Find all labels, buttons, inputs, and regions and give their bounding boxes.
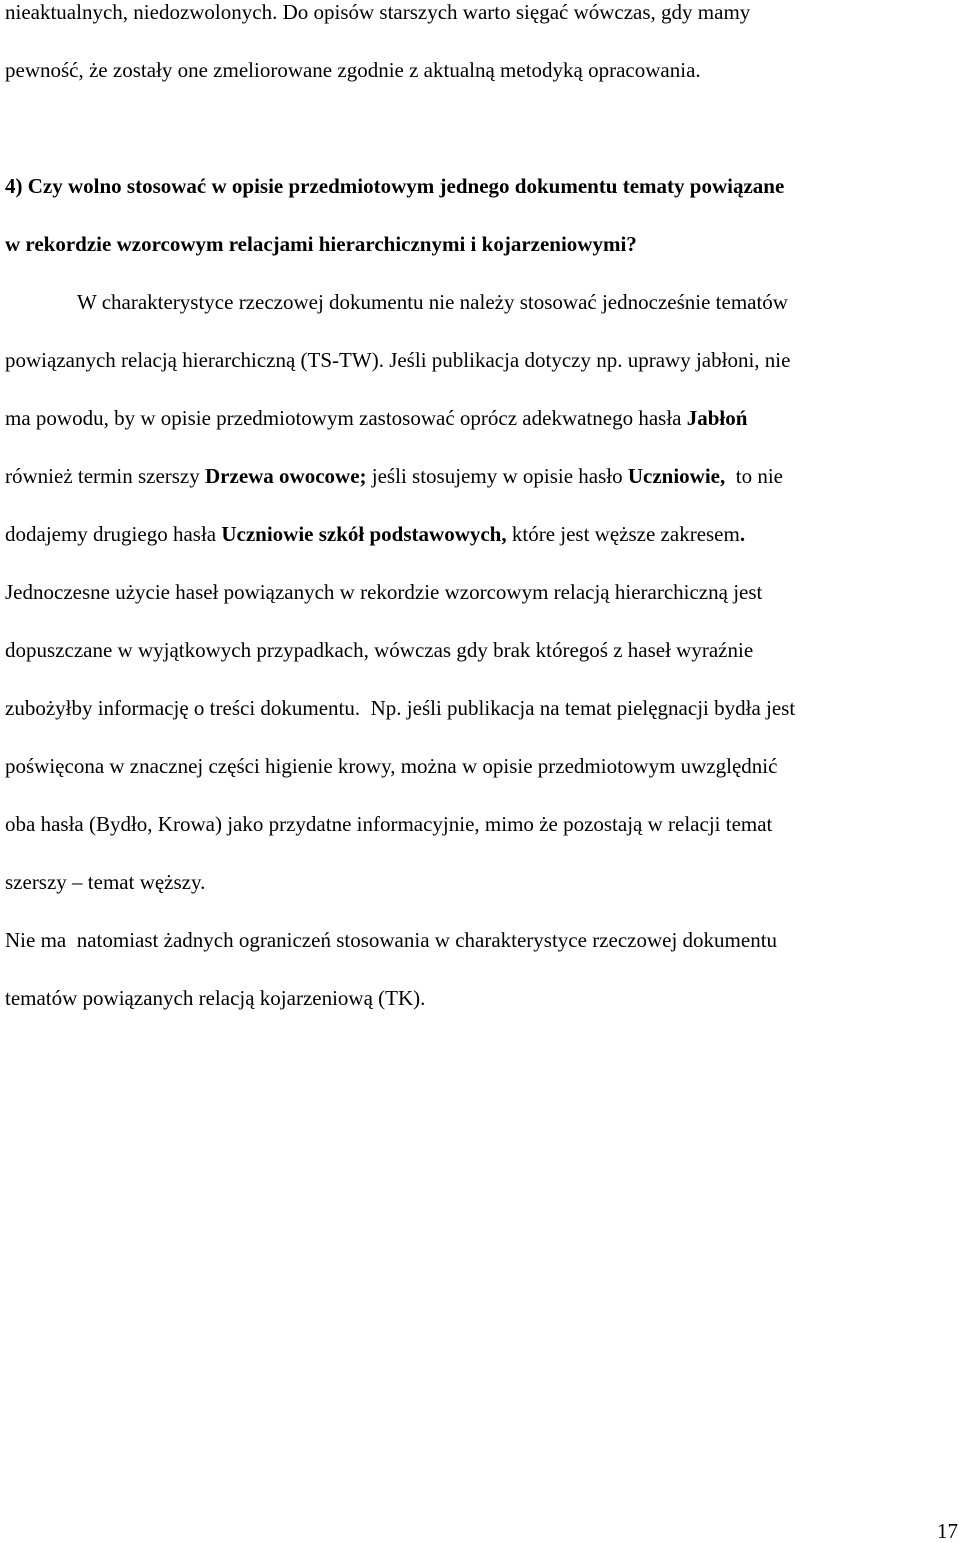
text-line: tematów powiązanych relacją kojarzeniową (TK). bbox=[5, 986, 426, 1010]
term-uczniowie-szkol-podstawowych: Uczniowie szkół podstawowych, bbox=[221, 522, 507, 546]
text-run: to nie bbox=[725, 464, 784, 488]
page-number: 17 bbox=[937, 1519, 958, 1543]
text-line: poświęcona w znacznej części higienie krowy, można w opisie przedmiotowym uwzględnić bbox=[5, 754, 778, 778]
text-line: nieaktualnych, niedozwolonych. Do opisów starszych warto sięgać wówczas, gdy mamy bbox=[5, 0, 751, 24]
text-run: dodajemy drugiego hasła bbox=[5, 522, 222, 546]
answer-line: W charakterystyce rzeczowej dokumentu nie należy stosować jednocześnie tematów bbox=[77, 290, 788, 314]
answer-line bbox=[5, 466, 783, 487]
answer-line: powiązanych relacją hierarchiczną (TS-TW). Jeśli publikacja dotyczy np. uprawy jabłoni, nie bbox=[5, 348, 791, 372]
term-jablon: Jabłoń bbox=[686, 406, 748, 430]
answer-line bbox=[5, 408, 747, 429]
text-line: pewność, że zostały one zmeliorowane zgodnie z aktualną metodyką opracowania. bbox=[5, 58, 701, 82]
answer-line bbox=[5, 524, 745, 545]
term-drzewa-owocowe: Drzewa owocowe; bbox=[205, 464, 367, 488]
text-line: Jednoczesne użycie haseł powiązanych w rekordzie wzorcowym relacją hierarchiczną jest bbox=[5, 580, 763, 604]
text-run: ma powodu, by w opisie przedmiotowym zastosować oprócz adekwatnego hasła bbox=[5, 406, 687, 430]
text-line: oba hasła (Bydło, Krowa) jako przydatne informacyjnie, mimo że pozostają w relacji temat bbox=[5, 812, 773, 836]
text-run: które jest węższe zakresem bbox=[506, 522, 740, 546]
text-run: również termin szerszy bbox=[5, 464, 206, 488]
text-run: jeśli stosujemy w opisie hasło bbox=[366, 464, 628, 488]
text-line: Nie ma natomiast żadnych ograniczeń stosowania w charakterystyce rzeczowej dokumentu bbox=[5, 928, 778, 952]
question-heading-line: 4) Czy wolno stosować w opisie przedmiotowym jednego dokumentu tematy powiązane bbox=[5, 174, 785, 198]
term-uczniowie: Uczniowie, bbox=[627, 464, 726, 488]
text-line: zubożyłby informację o treści dokumentu. Np. jeśli publikacja na temat pielęgnacji bydła jest bbox=[5, 696, 796, 720]
text-line: szerszy – temat węższy. bbox=[5, 870, 206, 894]
question-heading-line: w rekordzie wzorcowym relacjami hierarchicznymi i kojarzeniowymi? bbox=[5, 232, 637, 256]
text-line: dopuszczane w wyjątkowych przypadkach, wówczas gdy brak któregoś z haseł wyraźnie bbox=[5, 638, 754, 662]
text-run: . bbox=[739, 522, 746, 546]
